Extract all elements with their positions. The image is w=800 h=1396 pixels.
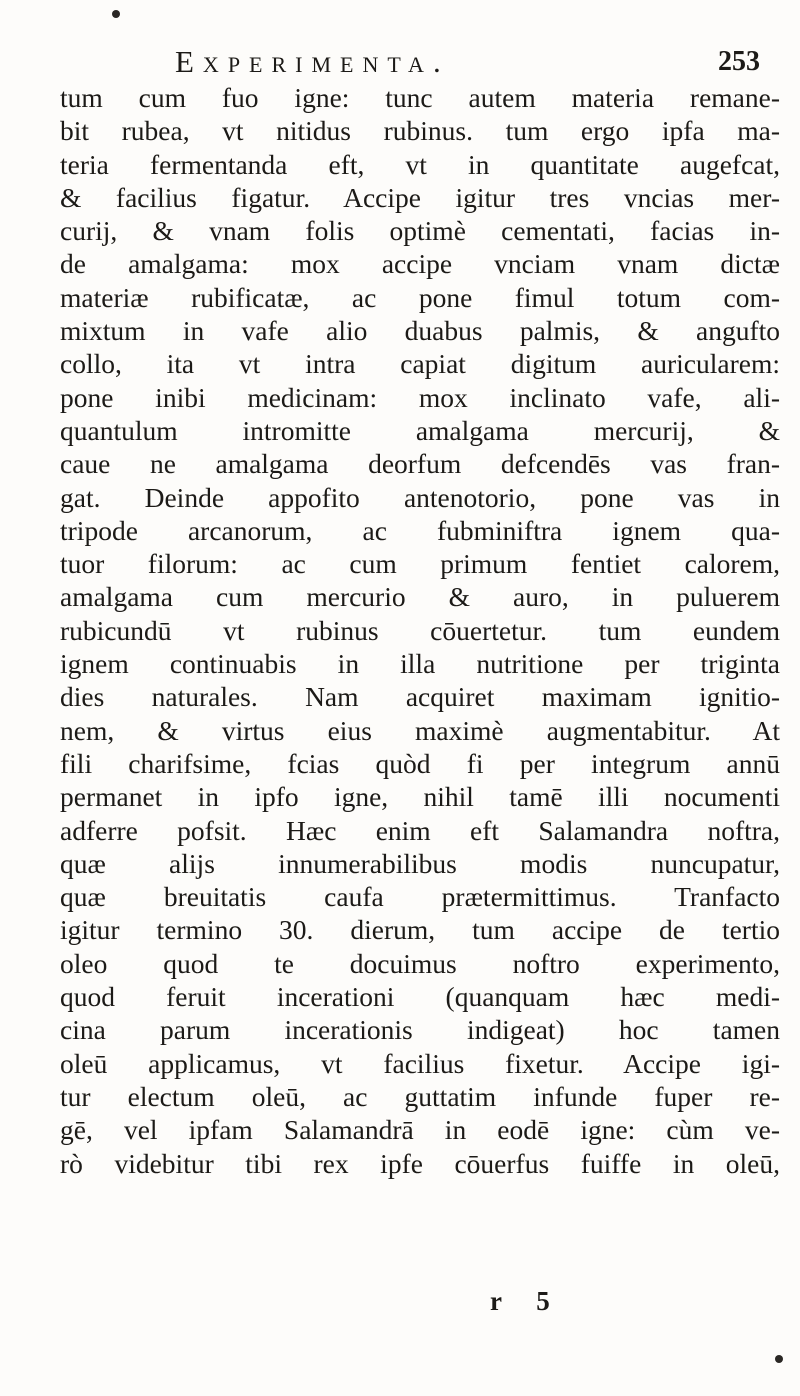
text-line: mixtum in vafe alio duabus palmis, & angufto <box>60 315 780 347</box>
text-line: collo, ita vt intra capiat digitum auricularem: <box>60 348 780 380</box>
text-line: quod feruit incerationi (quanquam hæc medi- <box>60 981 780 1013</box>
text-line: nem, & virtus eius maximè augmentabitur. At <box>60 714 780 746</box>
text-line: gē, vel ipfam Salamandrā in eodē igne: cùm ve- <box>60 1114 780 1146</box>
ink-spot-top <box>112 10 120 18</box>
text-line: tripode arcanorum, ac fubminiftra ignem qua- <box>60 514 780 546</box>
text-line: oleo quod te docuimus noftro experimento, <box>60 947 780 979</box>
text-line: adferre pofsit. Hæc enim eft Salamandra noftra, <box>60 814 780 846</box>
text-line: materiæ rubificatæ, ac pone fimul totum com- <box>60 281 780 313</box>
signature-mark: r 5 <box>490 1286 564 1316</box>
text-line: dies naturales. Nam acquiret maximam ignitio- <box>60 681 780 713</box>
text-line: teria fermentanda eft, vt in quantitate augefcat, <box>60 148 780 180</box>
text-line: quæ breuitatis caufa prætermittimus. Tranfacto <box>60 881 780 913</box>
text-line: permanet in ipfo igne, nihil tamē illi nocumenti <box>60 781 780 813</box>
text-line: de amalgama: mox accipe vnciam vnam dictæ <box>60 248 780 280</box>
ink-spot-bottom <box>775 1355 783 1363</box>
running-title: Experimenta. <box>175 44 450 79</box>
text-line: amalgama cum mercurio & auro, in puluerem <box>60 581 780 613</box>
text-line: gat. Deinde appofito antenotorio, pone vas in <box>60 481 780 513</box>
page-number: 253 <box>718 46 760 77</box>
footer <box>60 1286 780 1320</box>
text-line: ignem continuabis in illa nutritione per triginta <box>60 648 780 680</box>
body-text <box>60 81 780 1180</box>
text-line: quantulum intromitte amalgama mercurij, & <box>60 414 780 446</box>
text-line: rò videbitur tibi rex ipfe cōuerfus fuiffe in oleū, <box>60 1147 780 1179</box>
text-line: tuor filorum: ac cum primum fentiet calorem, <box>60 548 780 580</box>
text-line: oleū applicamus, vt facilius fixetur. Accipe igi- <box>60 1047 780 1079</box>
text-line: & facilius figatur. Accipe igitur tres vncias mer- <box>60 181 780 213</box>
text-line: curij, & vnam folis optimè cementati, facias in- <box>60 215 780 247</box>
page-header <box>60 44 760 84</box>
text-line: tur electum oleū, ac guttatim infunde fuper re- <box>60 1080 780 1112</box>
text-line: fili charifsime, fcias quòd fi per integrum annū <box>60 747 780 779</box>
text-line: cina parum incerationis indigeat) hoc tamen <box>60 1014 780 1046</box>
text-line: bit rubea, vt nitidus rubinus. tum ergo ipfa ma- <box>60 115 780 147</box>
text-line: tum cum fuo igne: tunc autem materia remane- <box>60 82 780 113</box>
text-line: igitur termino 30. dierum, tum accipe de tertio <box>60 914 780 946</box>
text-line: caue ne amalgama deorfum defcendēs vas fran- <box>60 448 780 480</box>
text-line: pone inibi medicinam: mox inclinato vafe, ali- <box>60 381 780 413</box>
text-line: rubicundū vt rubinus cōuertetur. tum eundem <box>60 614 780 646</box>
text-line: quæ alijs innumerabilibus modis nuncupatur, <box>60 847 780 879</box>
